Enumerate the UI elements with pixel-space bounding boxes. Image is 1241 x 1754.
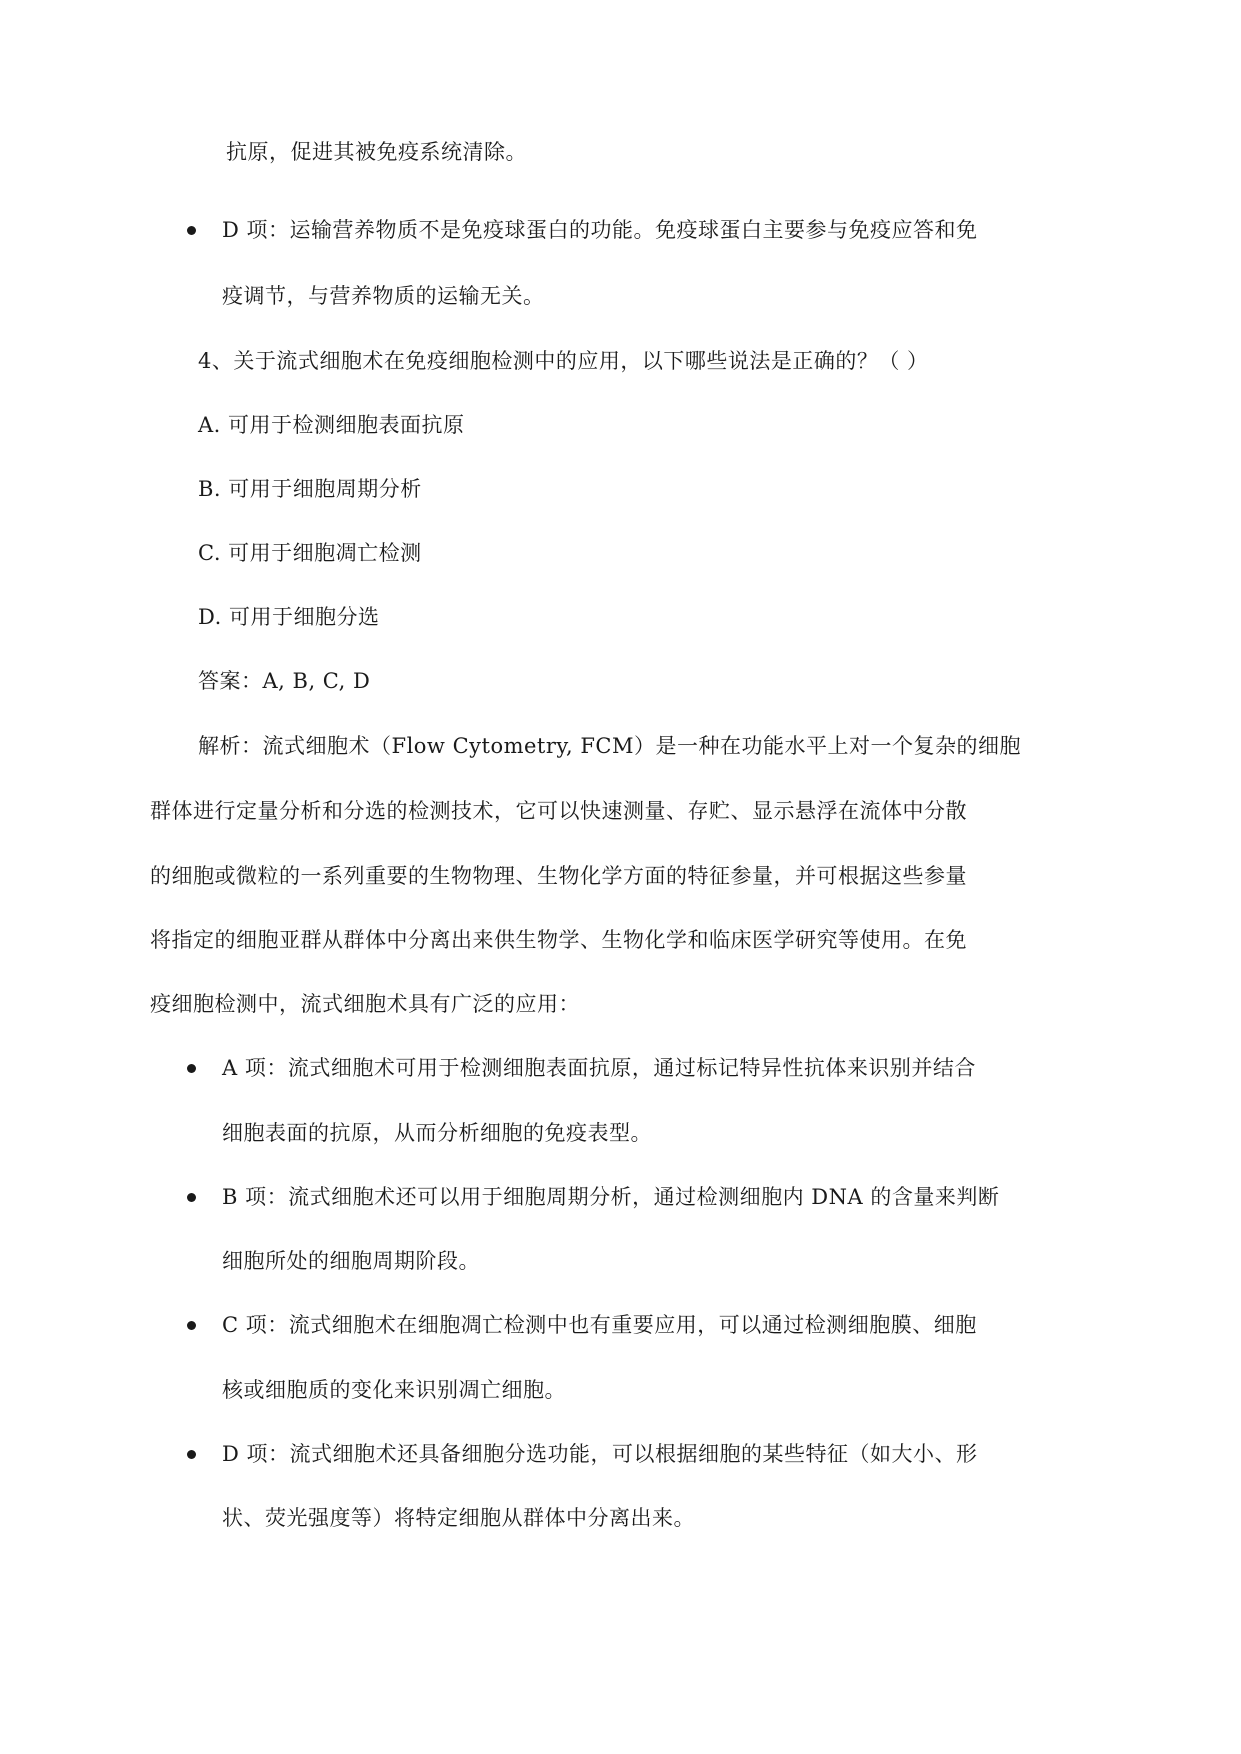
bullet-icon <box>187 1193 196 1202</box>
option-c: C. 可用于细胞凋亡检测 <box>198 541 422 565</box>
analysis-bullet-d-line2: 状、荧光强度等）将特定细胞从群体中分离出来。 <box>222 1506 695 1530</box>
analysis-line: 的细胞或微粒的一系列重要的生物物理、生物化学方面的特征参量，并可根据这些参量 <box>150 864 967 888</box>
bullet-icon <box>187 1321 196 1330</box>
analysis-line: 解析：流式细胞术（Flow Cytometry, FCM）是一种在功能水平上对一个复杂的细胞 <box>198 734 1021 758</box>
bullet-icon <box>187 1450 196 1459</box>
prev-item-d-line1: D 项：运输营养物质不是免疫球蛋白的功能。免疫球蛋白主要参与免疫应答和免 <box>222 218 978 242</box>
answer-line: 答案：A, B, C, D <box>198 669 371 693</box>
analysis-bullet-c-line2: 核或细胞质的变化来识别凋亡细胞。 <box>222 1378 566 1402</box>
analysis-line: 群体进行定量分析和分选的检测技术，它可以快速测量、存贮、显示悬浮在流体中分散 <box>150 799 967 823</box>
analysis-bullet-a-line2: 细胞表面的抗原，从而分析细胞的免疫表型。 <box>222 1121 652 1145</box>
bullet-icon <box>187 226 196 235</box>
analysis-line: 将指定的细胞亚群从群体中分离出来供生物学、生物化学和临床医学研究等使用。在免 <box>150 928 967 952</box>
prev-item-d-line2: 疫调节，与营养物质的运输无关。 <box>222 284 545 308</box>
question-stem: 4、关于流式细胞术在免疫细胞检测中的应用，以下哪些说法是正确的？（ ） <box>198 349 929 373</box>
option-a: A. 可用于检测细胞表面抗原 <box>198 413 465 437</box>
analysis-bullet-b-line2: 细胞所处的细胞周期阶段。 <box>222 1249 480 1273</box>
option-b: B. 可用于细胞周期分析 <box>198 477 422 501</box>
analysis-line: 疫细胞检测中，流式细胞术具有广泛的应用： <box>150 992 580 1016</box>
analysis-bullet-b-line1: B 项：流式细胞术还可以用于细胞周期分析，通过检测细胞内 DNA 的含量来判断 <box>222 1185 1000 1209</box>
analysis-bullet-c-line1: C 项：流式细胞术在细胞凋亡检测中也有重要应用，可以通过检测细胞膜、细胞 <box>222 1313 977 1337</box>
analysis-bullet-a-line1: A 项：流式细胞术可用于检测细胞表面抗原，通过标记特异性抗体来识别并结合 <box>222 1056 976 1080</box>
analysis-bullet-d-line1: D 项：流式细胞术还具备细胞分选功能，可以根据细胞的某些特征（如大小、形 <box>222 1442 978 1466</box>
prev-item-c-continuation: 抗原，促进其被免疫系统清除。 <box>226 140 527 164</box>
option-d: D. 可用于细胞分选 <box>198 605 380 629</box>
bullet-icon <box>187 1064 196 1073</box>
